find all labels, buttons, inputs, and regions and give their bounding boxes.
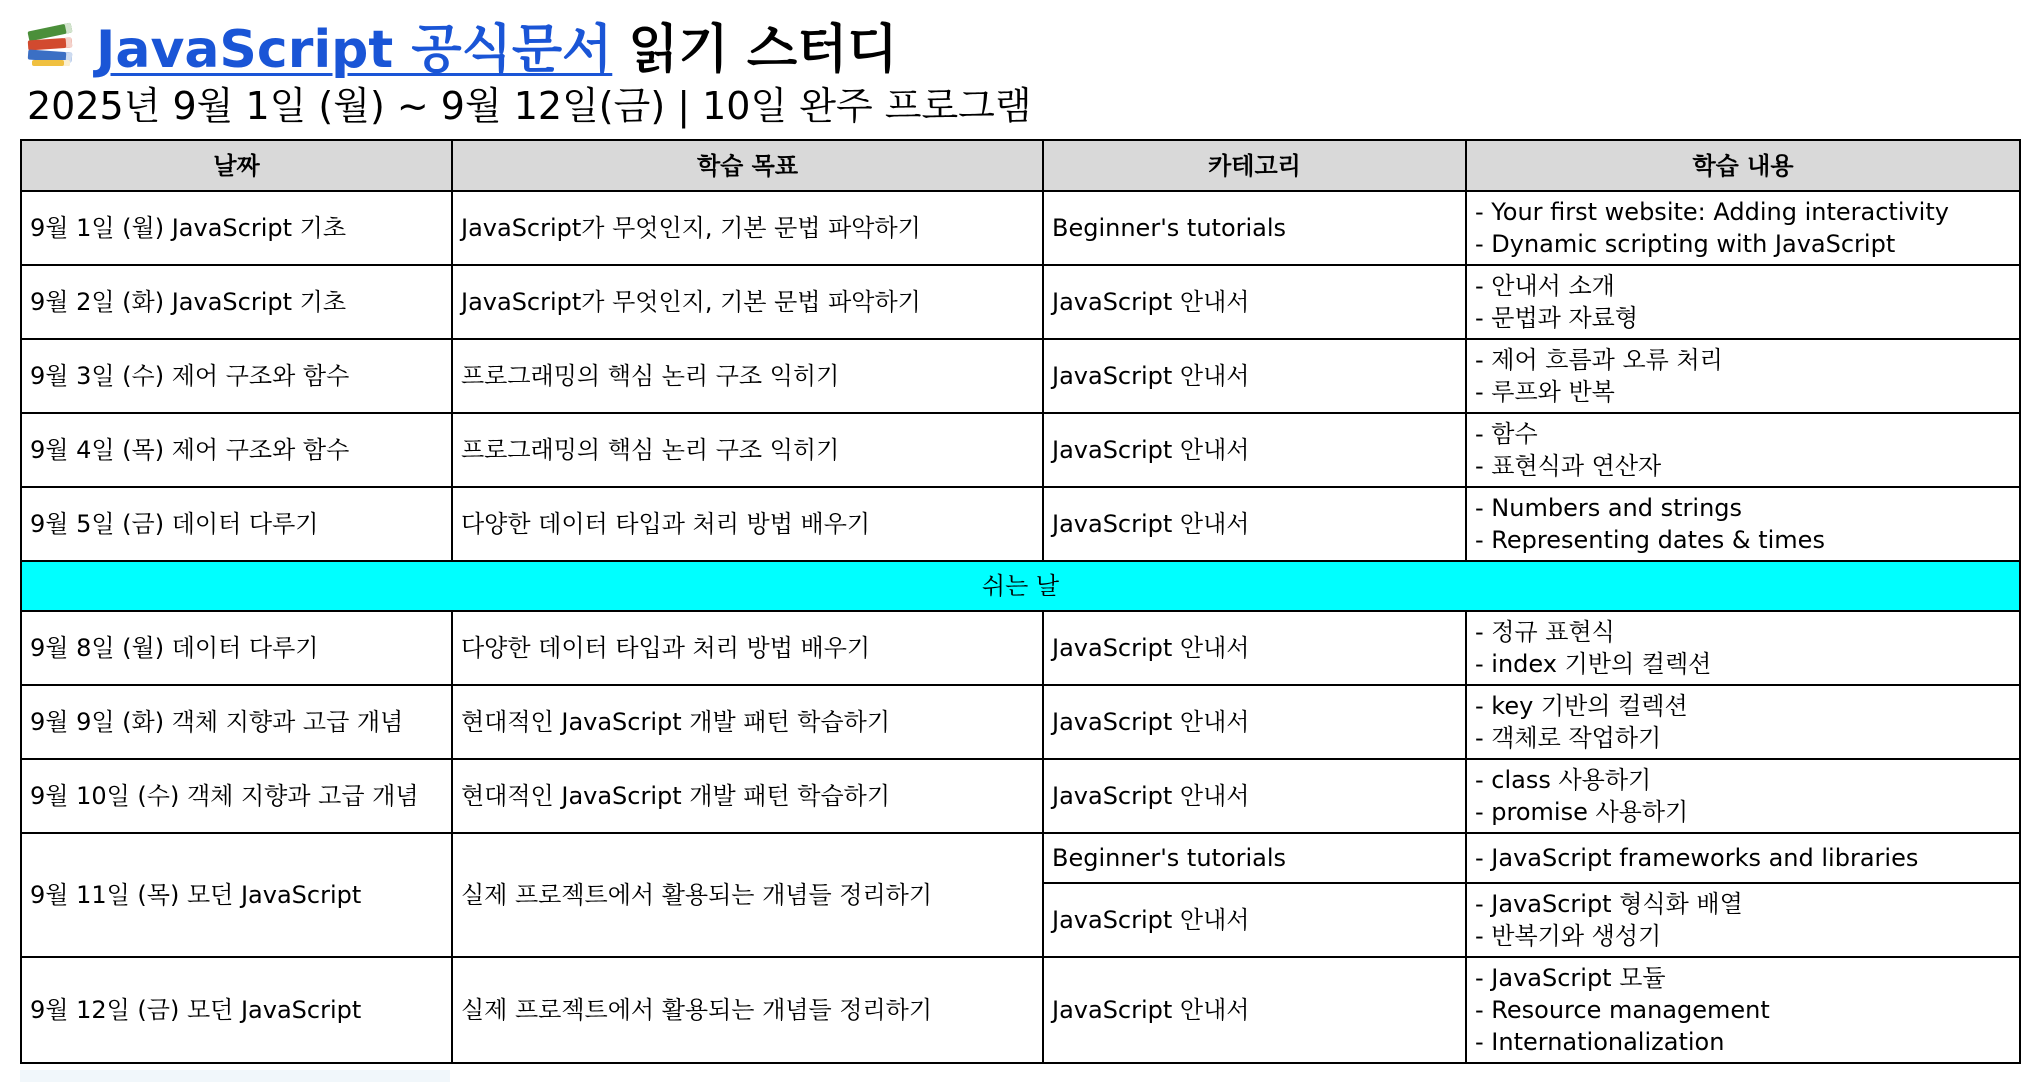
rest-day-row <box>21 561 2020 611</box>
category-cell: JavaScript 안내서 <box>1043 413 1466 487</box>
date-cell: 9월 10일 (수) 객체 지향과 고급 개념 <box>21 759 452 833</box>
category-cell: JavaScript 안내서 <box>1043 611 1466 685</box>
column-header-content: 학습 내용 <box>1466 140 2020 191</box>
category-cell: JavaScript 안내서 <box>1043 685 1466 759</box>
content-cell <box>1466 265 2020 339</box>
table-header-row <box>21 140 2020 191</box>
goal-cell: 다양한 데이터 타입과 처리 방법 배우기 <box>452 611 1043 685</box>
content-line: - Numbers and strings <box>1475 494 1743 522</box>
category-cell: JavaScript 안내서 <box>1043 487 1466 561</box>
date-cell: 9월 9일 (화) 객체 지향과 고급 개념 <box>21 685 452 759</box>
date-cell: 9월 3일 (수) 제어 구조와 함수 <box>21 339 452 413</box>
content-line: - Dynamic scripting with JavaScript <box>1475 230 1896 258</box>
content-line: - key 기반의 컬렉션 <box>1475 692 1688 720</box>
books-icon <box>26 19 76 69</box>
table-row <box>21 413 2020 487</box>
column-header-category: 카테고리 <box>1043 140 1466 191</box>
goal-cell: 실제 프로젝트에서 활용되는 개념들 정리하기 <box>452 833 1043 957</box>
goal-cell: JavaScript가 무엇인지, 기본 문법 파악하기 <box>452 191 1043 265</box>
content-line: - 문법과 자료형 <box>1475 304 1639 332</box>
goal-cell: 프로그래밍의 핵심 논리 구조 익히기 <box>452 413 1043 487</box>
table-row <box>21 759 2020 833</box>
category-cell: JavaScript 안내서 <box>1043 759 1466 833</box>
content-line: - Resource management <box>1475 996 1770 1024</box>
content-line: - 안내서 소개 <box>1475 272 1615 300</box>
category-cell: Beginner's tutorials <box>1043 833 1466 883</box>
table-row <box>21 265 2020 339</box>
content-cell <box>1466 957 2020 1063</box>
goal-cell: 프로그래밍의 핵심 논리 구조 익히기 <box>452 339 1043 413</box>
category-cell: JavaScript 안내서 <box>1043 883 1466 957</box>
table-row <box>21 611 2020 685</box>
content-line: - Your first website: Adding interactivity <box>1475 198 1949 226</box>
content-line: - 반복기와 생성기 <box>1475 922 1662 950</box>
content-cell <box>1466 487 2020 561</box>
date-cell: 9월 5일 (금) 데이터 다루기 <box>21 487 452 561</box>
goal-cell: 다양한 데이터 타입과 처리 방법 배우기 <box>452 487 1043 561</box>
table-row <box>21 957 2020 1063</box>
rest-day-label: 쉬는 날 <box>21 561 2020 611</box>
content-cell <box>1466 339 2020 413</box>
table-row <box>21 833 2020 883</box>
content-line: - JavaScript frameworks and libraries <box>1475 844 1919 872</box>
date-cell: 9월 2일 (화) JavaScript 기초 <box>21 265 452 339</box>
table-row <box>21 339 2020 413</box>
content-cell <box>1466 883 2020 957</box>
content-cell <box>1466 413 2020 487</box>
content-line: - promise 사용하기 <box>1475 798 1689 826</box>
content-line: - Representing dates & times <box>1475 526 1825 554</box>
page-title <box>26 12 898 80</box>
date-cell: 9월 4일 (목) 제어 구조와 함수 <box>21 413 452 487</box>
content-cell <box>1466 191 2020 265</box>
category-cell: JavaScript 안내서 <box>1043 339 1466 413</box>
date-cell: 9월 11일 (목) 모던 JavaScript <box>21 833 452 957</box>
table-row <box>21 191 2020 265</box>
column-header-date: 날짜 <box>21 140 452 191</box>
content-line: - Internationalization <box>1475 1028 1725 1056</box>
category-cell: Beginner's tutorials <box>1043 191 1466 265</box>
content-line: - JavaScript 형식화 배열 <box>1475 890 1743 918</box>
title-text: 읽기 스터디 <box>628 19 898 80</box>
content-line: - index 기반의 컬렉션 <box>1475 650 1712 678</box>
content-cell <box>1466 611 2020 685</box>
category-cell: JavaScript 안내서 <box>1043 957 1466 1063</box>
content-cell <box>1466 759 2020 833</box>
table-row <box>21 487 2020 561</box>
title-link[interactable]: JavaScript 공식문서 <box>96 19 613 80</box>
schedule-table <box>20 139 2021 1064</box>
goal-cell: JavaScript가 무엇인지, 기본 문법 파악하기 <box>452 265 1043 339</box>
content-line: - JavaScript 모듈 <box>1475 964 1666 992</box>
goal-cell: 현대적인 JavaScript 개발 패턴 학습하기 <box>452 685 1043 759</box>
bottom-edge-bar <box>20 1070 450 1082</box>
content-line: - 정규 표현식 <box>1475 618 1615 646</box>
goal-cell: 현대적인 JavaScript 개발 패턴 학습하기 <box>452 759 1043 833</box>
table-row <box>21 685 2020 759</box>
content-line: - 함수 <box>1475 420 1538 448</box>
content-line: - 제어 흐름과 오류 처리 <box>1475 346 1723 374</box>
subtitle: 2025년 9월 1일 (월) ~ 9월 12일(금) | 10일 완주 프로그램 <box>27 84 1032 128</box>
date-cell: 9월 1일 (월) JavaScript 기초 <box>21 191 452 265</box>
content-line: - 루프와 반복 <box>1475 378 1615 406</box>
content-line: - class 사용하기 <box>1475 766 1652 794</box>
category-cell: JavaScript 안내서 <box>1043 265 1466 339</box>
date-cell: 9월 8일 (월) 데이터 다루기 <box>21 611 452 685</box>
content-line: - 객체로 작업하기 <box>1475 724 1662 752</box>
column-header-goal: 학습 목표 <box>452 140 1043 191</box>
content-line: - 표현식과 연산자 <box>1475 452 1662 480</box>
date-cell: 9월 12일 (금) 모던 JavaScript <box>21 957 452 1063</box>
goal-cell: 실제 프로젝트에서 활용되는 개념들 정리하기 <box>452 957 1043 1063</box>
content-cell <box>1466 685 2020 759</box>
content-cell <box>1466 833 2020 883</box>
